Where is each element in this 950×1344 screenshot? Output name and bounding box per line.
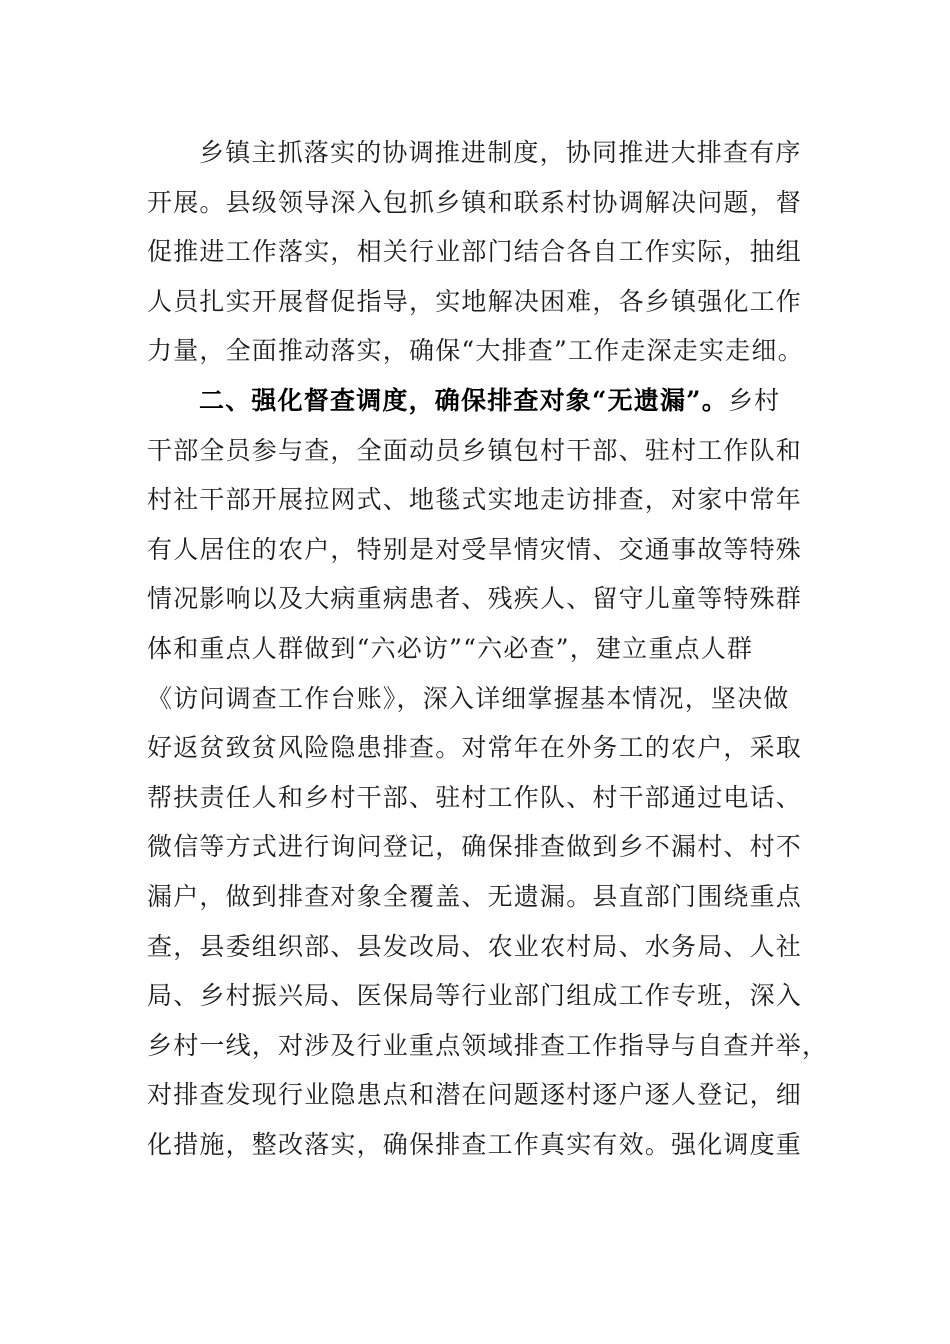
paragraph-2-line: 帮扶责任人和乡村干部、驻村工作队、村干部通过电话、 [147, 782, 803, 812]
section-heading: 二、强化督查调度，确保排查对象“无遗漏”。 [199, 385, 728, 415]
paragraph-2-line: 对排查发现行业隐患点和潜在问题逐村逐户逐人登记，细 [147, 1080, 803, 1110]
paragraph-2-first-line [147, 376, 807, 426]
section-heading-tail: 乡村 [727, 385, 781, 415]
paragraph-2-line: 《访问调查工作台账》，深入详细掌握基本情况，坚决做 [147, 683, 790, 713]
body-text [147, 128, 829, 1169]
paragraph-1-line: 力量，全面推动落实，确保“大排查”工作走深走实走细。 [147, 336, 804, 366]
paragraph-2-line: 漏户，做到排查对象全覆盖、无遗漏。县直部门围绕重点 [147, 881, 803, 911]
paragraph-2-line: 好返贫致贫风险隐患排查。对常年在外务工的农户，采取 [147, 733, 803, 763]
paragraph-2-line: 查，县委组织部、县发改局、农业农村局、水务局、人社 [147, 931, 803, 961]
paragraph-2-line: 微信等方式进行询问登记，确保排查做到乡不漏村、村不 [147, 832, 803, 862]
paragraph-2-line: 局、乡村振兴局、医保局等行业部门组成工作专班，深入 [147, 981, 803, 1011]
paragraph-2-line: 化措施，整改落实，确保排查工作真实有效。强化调度重 [147, 1129, 803, 1159]
paragraph-2-line: 干部全员参与查，全面动员乡镇包村干部、驻村工作队和 [147, 435, 803, 465]
paragraph-1-line: 乡镇主抓落实的协调推进制度，协同推进大排查有序 [199, 138, 802, 167]
paragraph-1-line: 人员扎实开展督促指导，实地解决困难，各乡镇强化工作 [147, 286, 803, 316]
paragraph-1-line: 促推进工作落实，相关行业部门结合各自工作实际，抽组 [147, 237, 803, 267]
paragraph-2-line: 有人居住的农户，特别是对受旱情灾情、交通事故等特殊 [147, 534, 803, 564]
paragraph-2-line: 乡村一线，对涉及行业重点领域排查工作指导与自查并举， [147, 1030, 829, 1060]
paragraph-2-line: 体和重点人群做到“六必访”“六必查”，建立重点人群 [147, 633, 754, 663]
paragraph-1-line: 开展。县级领导深入包抓乡镇和联系村协调解决问题，督 [147, 187, 803, 217]
paragraph-2-line: 村社干部开展拉网式、地毯式实地走访排查，对家中常年 [147, 485, 803, 515]
paragraph-2-line: 情况影响以及大病重病患者、残疾人、留守儿童等特殊群 [147, 584, 803, 614]
